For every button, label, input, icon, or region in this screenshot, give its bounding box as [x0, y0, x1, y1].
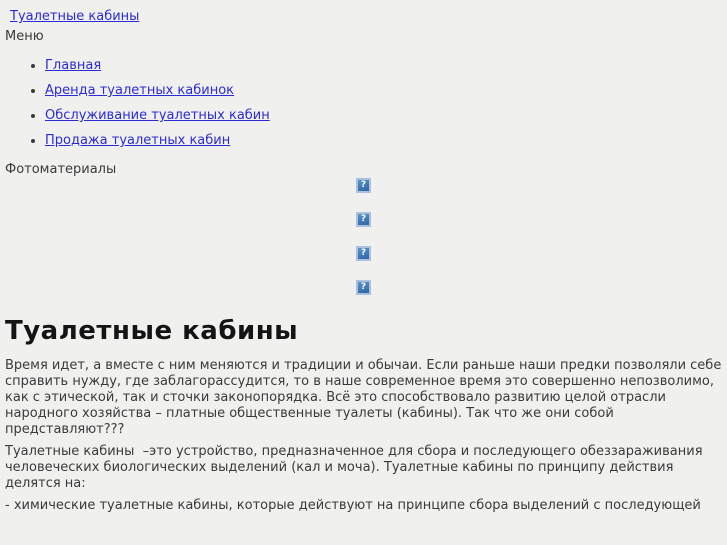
- menu-link-home[interactable]: Главная: [45, 58, 102, 73]
- photo-row: [5, 178, 722, 194]
- menu-item: [45, 83, 722, 99]
- main-menu: [5, 58, 722, 149]
- photo-row: [5, 280, 722, 296]
- broken-image-icon: ?: [356, 246, 371, 261]
- menu-link-sale[interactable]: Продажа туалетных кабин: [45, 133, 231, 148]
- menu-link-rent[interactable]: Аренда туалетных кабинок: [45, 83, 235, 98]
- photos-section-label: Фотоматериалы: [5, 162, 117, 177]
- broken-image-icon: ?: [356, 212, 371, 227]
- menu-item: [45, 58, 722, 74]
- broken-image-icon: ?: [356, 178, 371, 193]
- broken-image-icon: ?: [356, 280, 371, 295]
- list-start-paragraph: - химические туалетные кабины, которые действуют на принципе сбора выделений с последующей: [5, 498, 701, 513]
- menu-label: Меню: [5, 29, 44, 44]
- site-title-line: [5, 9, 722, 25]
- site-title-link[interactable]: Туалетные кабины: [10, 9, 140, 24]
- photo-row: [5, 212, 722, 228]
- intro-paragraph: Время идет, а вместе с ним меняются и традиции и обычаи. Если раньше наши предки позволяли себе справить нужду, где заблагорассудится, то в наше современное время это совершенно непозволимо, как с этической, так и сточки законопорядка. Всё это способствовало развитию целой отрасли народного хозяйства – платные общественные туалеты (кабины). Так что же они собой представляют???: [5, 358, 722, 437]
- menu-link-service[interactable]: Обслуживание туалетных кабин: [45, 108, 270, 123]
- page-title: Туалетные кабины: [5, 316, 299, 346]
- photo-row: [5, 246, 722, 262]
- definition-paragraph: Туалетные кабины –это устройство, предназначенное для сбора и последующего обеззараживания человеческих биологических выделений (кал и моча). Туалетные кабины по принципу действия делятся на:: [5, 444, 703, 491]
- menu-item: [45, 108, 722, 124]
- menu-item: [45, 133, 722, 149]
